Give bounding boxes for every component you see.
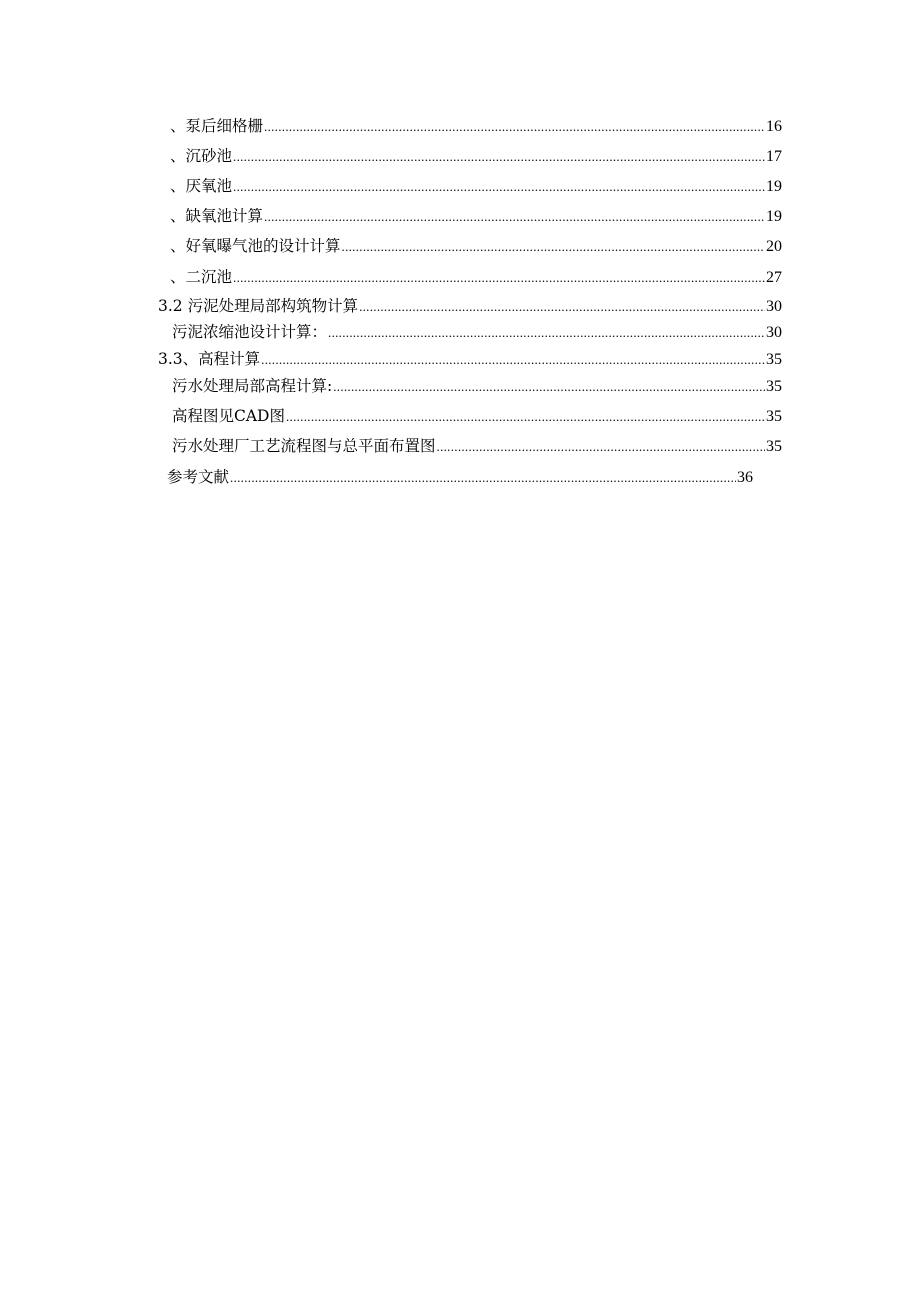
toc-dot-leader [233, 145, 765, 169]
toc-entry[interactable] [170, 204, 782, 228]
toc-entry-page: 36 [737, 469, 753, 486]
toc-entry-title: 、厌氧池 [170, 177, 233, 195]
toc-entry-title: 参考文献 [167, 468, 230, 486]
toc-entry-page: 30 [766, 324, 782, 341]
toc-entry-page: 19 [766, 178, 782, 195]
toc-entry-title: 污泥浓缩池设计计算： [172, 323, 328, 341]
toc-entry-title: 3.2 污泥处理局部构筑物计算 [158, 297, 359, 315]
toc-dot-leader [437, 435, 765, 459]
toc-entry-page: 35 [766, 438, 782, 455]
toc-entry-title: 高程图见CAD图 [172, 407, 285, 425]
toc-dot-leader [286, 405, 765, 429]
toc-entry[interactable] [158, 294, 782, 318]
toc-entry-page: 35 [766, 408, 782, 425]
toc-entry-title: 、二沉池 [170, 268, 233, 286]
toc-entry-page: 17 [766, 148, 782, 165]
toc-dot-leader [328, 321, 765, 345]
toc-dot-leader [264, 115, 765, 139]
toc-dot-leader [233, 266, 765, 290]
toc-entry[interactable] [170, 234, 782, 258]
toc-entry-page: 30 [766, 298, 782, 315]
toc-entry[interactable] [170, 114, 782, 138]
toc-dot-leader [342, 235, 765, 259]
toc-entry[interactable] [172, 320, 782, 344]
toc-entry-title: 、沉砂池 [170, 147, 233, 165]
toc-dot-leader [261, 348, 765, 372]
toc-entry[interactable] [170, 265, 782, 289]
toc-dot-leader [233, 175, 765, 199]
toc-entry[interactable] [170, 144, 782, 168]
toc-entry-page: 16 [766, 118, 782, 135]
toc-dot-leader [230, 466, 736, 490]
toc-entry-page: 19 [766, 208, 782, 225]
toc-entry-page: 35 [766, 351, 782, 368]
toc-entry[interactable] [158, 347, 782, 371]
toc-entry[interactable] [172, 374, 782, 398]
toc-entry-title: 、缺氧池计算 [170, 207, 264, 225]
toc-entry-title: 、好氧曝气池的设计计算 [170, 237, 341, 255]
toc-entry-title: 、泵后细格栅 [170, 117, 264, 135]
toc-entry[interactable] [167, 465, 753, 489]
toc-entry-title: 3.3、高程计算 [158, 350, 261, 368]
toc-entry-title: 污水处理厂工艺流程图与总平面布置图 [172, 437, 436, 455]
toc-entry-page: 20 [766, 238, 782, 255]
toc-entry-page: 35 [766, 378, 782, 395]
toc-dot-leader [359, 295, 765, 319]
toc-entry-title: 污水处理局部高程计算: [172, 377, 333, 395]
toc-dot-leader [333, 375, 765, 399]
toc-entry[interactable] [172, 404, 782, 428]
toc-dot-leader [264, 205, 765, 229]
toc-entry-page: 27 [766, 269, 782, 286]
toc-entry[interactable] [170, 174, 782, 198]
toc-entry[interactable] [172, 434, 782, 458]
